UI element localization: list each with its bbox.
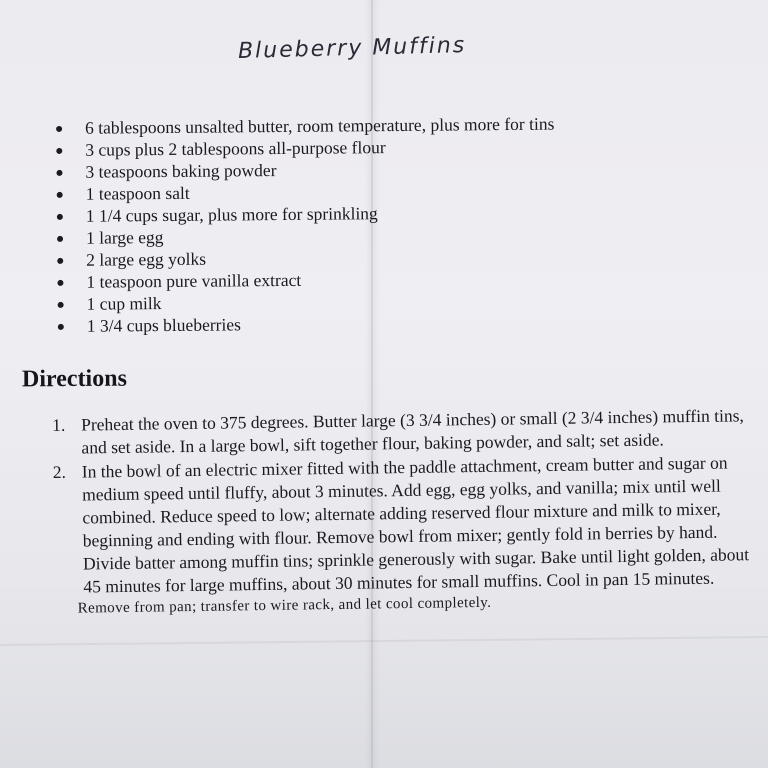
ingredient-text: 1 3/4 cups blueberries (86, 314, 241, 336)
ingredient-text: 3 teaspoons baking powder (85, 160, 277, 182)
bullet-icon (57, 192, 63, 198)
step-text: In the bowl of an electric mixer fitted with the paddle attachment, cream butter and sugar on medium speed until fluffy, about 3 minutes. Add egg, egg yolks, and vanilla; mix until well combined. Reduce speed to low; alternate adding reserved flour mixture and milk to mixer, beginning and ending with flour. Remove bowl from mixer; gently fold in berries by hand. Divide batter among muffin tins; sprinkle generously with sugar. Bake until light golden, about 45 minutes for large muffins, about 30 minutes for small muffins. Cool in pan 15 minutes. (81, 452, 750, 597)
handwritten-title: Blueberry Muffins (237, 33, 467, 64)
step-text: Preheat the oven to 375 degrees. Butter large (3 3/4 inches) or small (2 3/4 inches) muffin tins, and set aside. In a large bowl, sift together flour, baking powder, and salt; set aside. (81, 405, 744, 458)
bullet-icon (57, 258, 63, 264)
direction-step (49, 451, 751, 621)
bullet-icon (56, 126, 62, 132)
bullet-icon (57, 236, 63, 242)
bullet-icon (56, 170, 62, 176)
ingredient-text: 1 large egg (85, 227, 164, 248)
ingredient-text: 1 teaspoon pure vanilla extract (86, 269, 302, 292)
step-text-continuation: Remove from pan; transfer to wire rack, and let cool completely. (77, 594, 492, 617)
direction-step (48, 404, 749, 460)
ingredient-text: 6 tablespoons unsalted butter, room temperature, plus more for tins (85, 113, 555, 138)
step-number: 1. (52, 414, 66, 435)
bullet-icon (57, 280, 63, 286)
bullet-icon (58, 324, 64, 330)
ingredient-item (54, 311, 556, 337)
ingredient-text: 3 cups plus 2 tablespoons all-purpose flour (85, 137, 386, 160)
directions-list (48, 404, 751, 622)
step-number: 2. (52, 461, 67, 482)
ingredient-text: 2 large egg yolks (86, 248, 207, 270)
ingredients-list (52, 113, 556, 337)
bullet-icon (58, 302, 64, 308)
ingredient-text: 1 1/4 cups sugar, plus more for sprinkling (85, 203, 378, 226)
paper-fold-horizontal (0, 636, 768, 646)
ingredient-text: 1 teaspoon salt (85, 182, 190, 204)
bullet-icon (56, 148, 62, 154)
bullet-icon (57, 214, 63, 220)
ingredient-text: 1 cup milk (86, 293, 162, 314)
directions-heading: Directions (21, 365, 127, 393)
